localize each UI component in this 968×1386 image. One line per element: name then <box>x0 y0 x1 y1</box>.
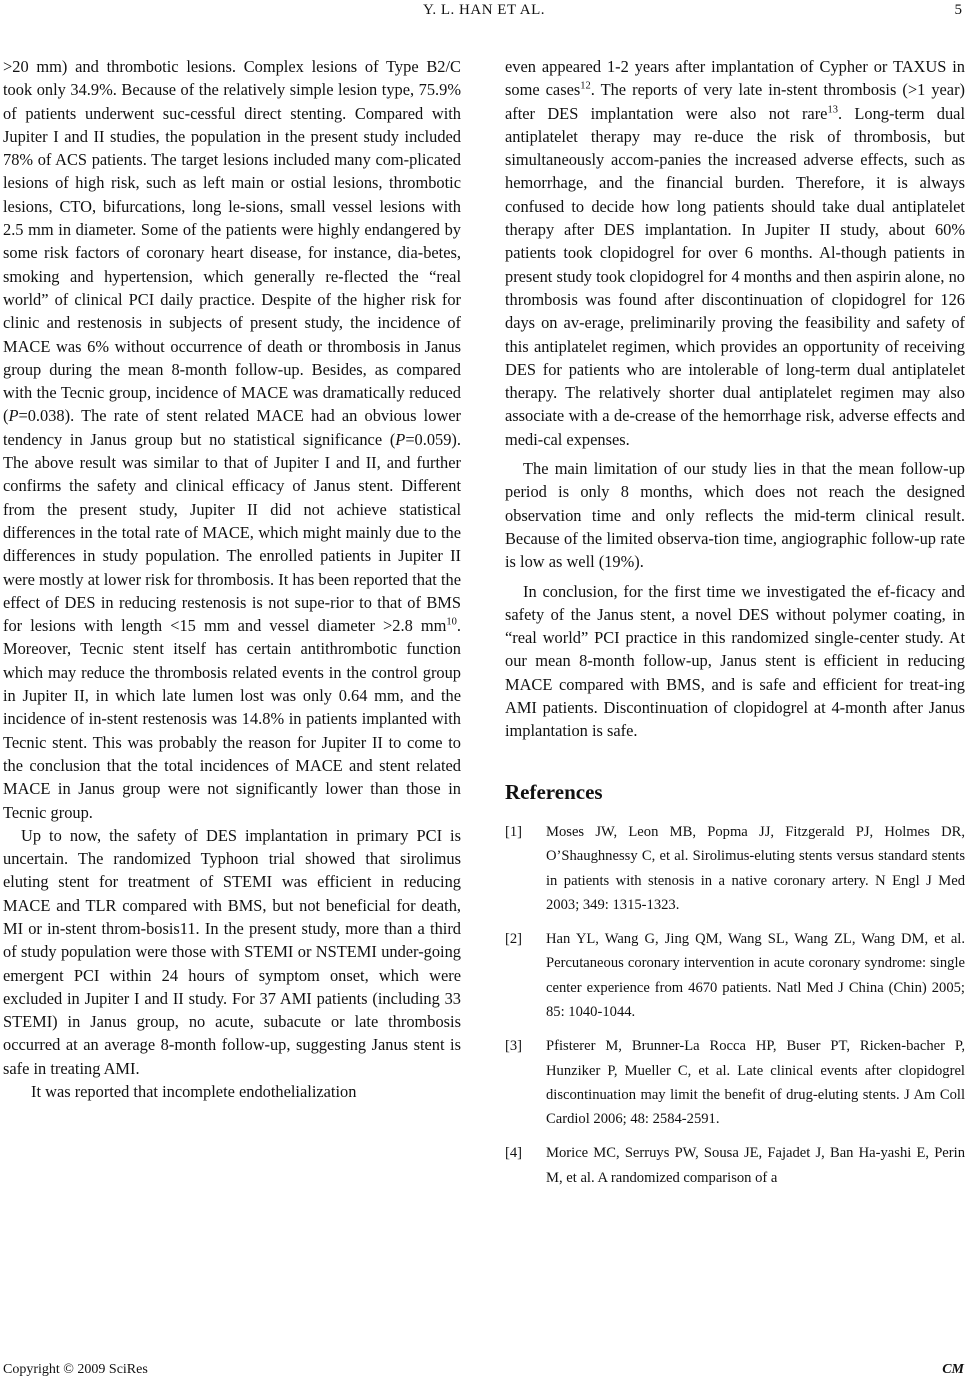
copyright-notice: Copyright © 2009 SciRes <box>3 1362 148 1377</box>
reference-number: [2] <box>505 931 523 948</box>
reference-number: [3] <box>505 1038 523 1055</box>
references-heading: References <box>505 779 603 804</box>
reference-text: Han YL, Wang G, Jing QM, Wang SL, Wang ZL, Wang DM, et al. Percutaneous coronary intervention in acute coronary syndrome: single center experience from 4670 patients. Natl Med J China (Chin) 2005; 85: 1040-1044. <box>546 931 965 1020</box>
paragraph: The main limitation of our study lies in that the mean follow-up period is only 8 months, which does not reach the designed observation time and only reflects the mid-term clinical result. Because of the limited observa-tion time, angiographic follow-up rate is low as well (19%). <box>505 459 965 572</box>
reference-text: Morice MC, Serruys PW, Sousa JE, Fajadet J, Ban Ha-yashi E, Perin M, et al. A randomized comparison of a <box>546 1145 965 1186</box>
reference-item <box>505 820 965 917</box>
reference-text: Pfisterer M, Brunner-La Rocca HP, Buser PT, Ricken-bacher P, Hunziker P, Mueller C, et al. Late clinical events after clopidogrel discontinuation may limit the benefit of drug-eluting stents. J Am Coll Cardiol 2006; 48: 2584-2591. <box>546 1038 965 1128</box>
reference-number: [4] <box>505 1145 523 1162</box>
citation-superscript: 13 <box>827 104 838 116</box>
paragraph: It was reported that incomplete endothelialization <box>31 1082 357 1102</box>
reference-item <box>505 927 965 1024</box>
citation-superscript: 10 <box>446 616 457 628</box>
reference-item <box>505 1034 965 1131</box>
reference-text: Moses JW, Leon MB, Popma JJ, Fitzgerald PJ, Holmes DR, O’Shaughnessy C, et al. Sirolimus-eluting stents versus standard stents in patients with stenosis in a native coronary artery. N Engl J Med 2003; 349: 1315-1323. <box>546 823 965 913</box>
page-header <box>0 0 968 26</box>
paragraph: In conclusion, for the first time we investigated the ef-ficacy and safety of the Janus stent, a novel DES without polymer coating, in “real world” PCI practice in this randomized single-center study. At our mean 8-month follow-up, Janus stent is efficient in reducing MACE compared with BMS, and is safe and efficient for treat-ing AMI patients. Discontinuation of clopidogrel at 4-month after Janus implantation is safe. <box>505 581 965 741</box>
paragraph: >20 mm) and thrombotic lesions. Complex lesions of Type B2/C took only 34.9%. Because of the relatively simple lesion type, 75.9% of patients underwent suc-cessful direct stenting. Compared with Jupiter I and II studies, the population in the present study included 78% of ACS patients. The target lesions included many com-plicated lesions of high risk, such as left main or ostial lesions, thrombotic lesions, CTO, bifurcations, long le-sions, small vessel lesions with 2.5 mm in diameter. Some of the patients were highly endangered by some risk factors of coronary heart disease, for instance, dia-betes, smoking and hypertension, which generally re-flected the “real world” of clinical PCI daily practice. Despite of the higher risk for clinic and restenosis in subjects of present study, the incidence of MACE was 6% without occurrence of death or thrombosis in Janus group during the mean 8-month follow-up. Besides, as compared with the Tecnic group, incidence of MACE was dramatically reduced (P=0.038). The rate of stent related MACE had an obvious lower tendency in Janus group but no statistical significance (P=0.059). The above result was similar to that of Jupiter I and II, and further confirms the safety and clinical efficacy of Janus stent. Different from the present study, Jupiter II did not achieve statistical differences in the total rate of MACE, which might mainly due to the differences in study population. The enrolled patients in Jupiter II were mostly at lower risk for thrombosis. It has been reported that the effect of DES in reducing restenosis is not supe-rior to that of BMS for lesions with length <15 mm and vessel diameter >2.8 $mm^{10}$. Moreover, Tecnic stent itself has certain antithrombotic function which may reduce the thrombosis related events in the control group in Jupiter II, in which late lumen lost was only 0.64 mm, and the incidence of in-stent restenosis was 14.8% in patients implanted with Tecnic stent. This was probably the reason for Jupiter II to come to the conclusion that the total incidences of MACE and stent related MACE in Janus group were not significantly lower than those in Tecnic group. <box>3 57 461 822</box>
paragraph: Up to now, the safety of DES implantation in primary PCI is uncertain. The randomized Typhoon trial showed that sirolimus eluting stent for treatment of STEMI was efficient in reducing MACE and TLR compared with BMS, but not beneficial for death, MI or in-stent throm-bosis11. In the present study, more than a third of study population were those with STEMI or NSTEMI under-going emergent PCI within 24 hours of symptom onset, which were excluded in Jupiter I and II study. For 37 AMI patients (including 33 STEMI) in Janus group, no acute, subacute or late thrombosis occurred at an average 8-month follow-up, suggesting Janus stent is safe in treating AMI. <box>3 825 461 1078</box>
paragraph: even appeared 1-2 years after implantation of Cypher or TAXUS in some cases$^{12}$. The reports of very late in-stent thrombosis (>1 year) after DES implantation were also not rare$^{13}$. Long-term dual antiplatelet therapy may re-duce the risk of thrombosis, but simultaneously accom-panies the increased adverse effects, such as hemorrhage, and the financial burden. Therefore, it is always confused to decide how long patients should take dual antiplatelet therapy after DES implantation. In Jupiter II study, about 60% patients took clopidogrel for over 6 months. Al-though patients in present study took clopidogrel for 4 months and then aspirin alone, no thrombosis was found after discontinuation of clopidogrel for 126 days on av-erage, preliminarily proving the feasibility and safety of this antiplatelet regimen, which provides an opportunity of receiving DES for patients who are intolerable of long-term dual antiplatelet therapy. The relatively shorter dual antiplatelet regimen may also associate with a de-crease of the hemorrhage risk, adverse effects and medi-cal expenses. <box>505 57 965 449</box>
reference-item <box>505 1141 965 1190</box>
citation-superscript: 12 <box>580 80 591 92</box>
journal-abbreviation: CM <box>942 1362 964 1377</box>
running-head: Y. L. HAN ET AL. <box>422 2 546 18</box>
reference-number: [1] <box>505 823 523 840</box>
reference-list <box>505 820 965 1190</box>
page-number: 5 <box>954 2 962 18</box>
right-column <box>505 55 965 1200</box>
left-column <box>3 55 461 1103</box>
page-footer <box>0 1360 968 1384</box>
